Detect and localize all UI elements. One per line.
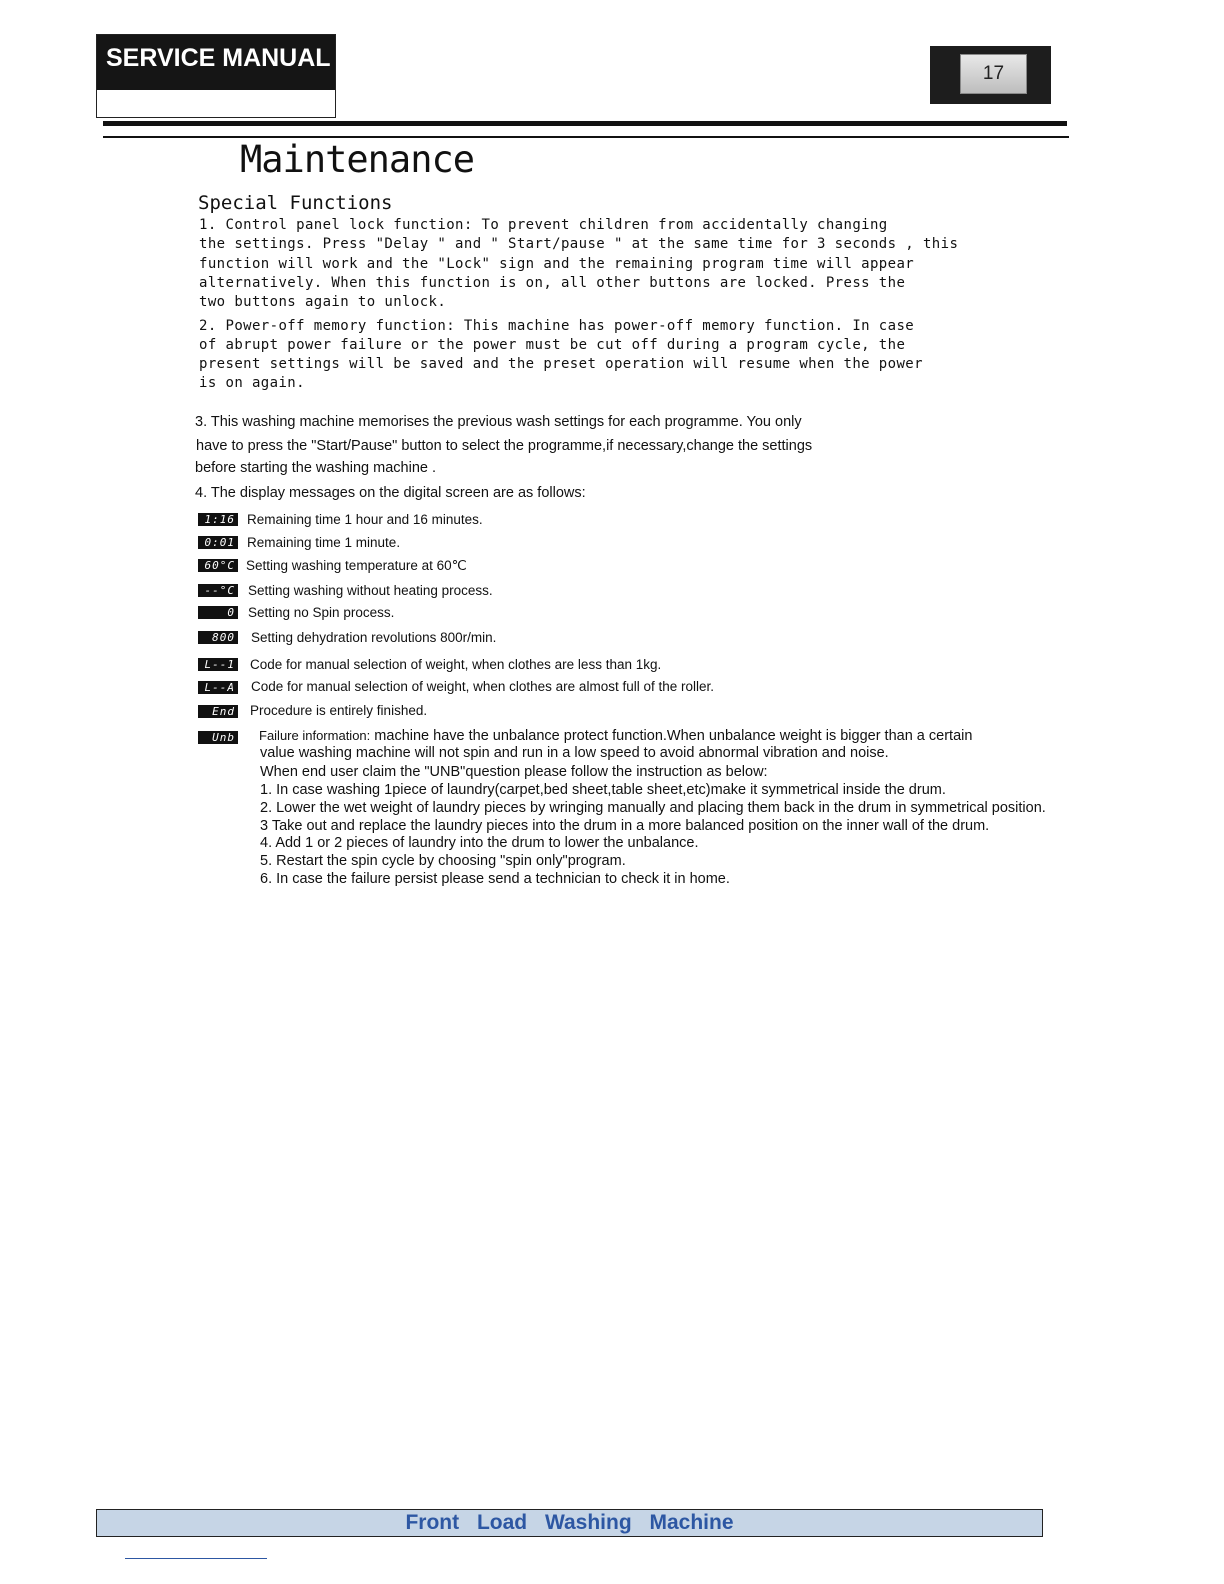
display-code-badge: 1:16 <box>198 513 238 526</box>
failure-step: 2. Lower the wet weight of laundry pieces by wringing manually and placing them back in the drum in symmetrical position. <box>260 800 1046 816</box>
display-code-text: Remaining time 1 hour and 16 minutes. <box>247 512 483 527</box>
failure-line-1 <box>259 728 972 744</box>
section3-line: before starting the washing machine . <box>195 460 436 476</box>
display-code-badge: 0 <box>198 606 238 619</box>
display-code-badge: Unb <box>198 731 238 744</box>
section2-line: present settings will be saved and the preset operation will resume when the power <box>199 356 923 372</box>
failure-text-2: value washing machine will not spin and run in a low speed to avoid abnormal vibration and noise. <box>260 745 889 761</box>
header-title: SERVICE MANUAL <box>106 44 331 72</box>
page-number: 17 <box>960 54 1027 94</box>
display-code-text: Remaining time 1 minute. <box>247 535 401 550</box>
footer-underline <box>125 1558 267 1559</box>
section1-line: function will work and the "Lock" sign and the remaining program time will appear <box>199 256 915 272</box>
section2-line: is on again. <box>199 375 305 391</box>
failure-step: 1. In case washing 1piece of laundry(carpet,bed sheet,table sheet,etc)make it symmetrical inside the drum. <box>260 782 946 798</box>
display-code-badge: --°C <box>198 584 238 597</box>
footer-bar <box>96 1509 1043 1537</box>
failure-step: 6. In case the failure persist please send a technician to check it in home. <box>260 871 730 887</box>
section1-line: 1. Control panel lock function: To prevent children from accidentally changing <box>199 217 888 233</box>
section1-line: two buttons again to unlock. <box>199 294 447 310</box>
display-code-text: Code for manual selection of weight, when clothes are less than 1kg. <box>250 657 662 672</box>
display-code-badge: 800 <box>198 631 238 644</box>
section4-intro: 4. The display messages on the digital screen are as follows: <box>195 485 586 501</box>
display-code-badge: 0:01 <box>198 536 238 549</box>
display-code-text: Setting washing without heating process. <box>248 583 493 598</box>
display-code-text: Setting washing temperature at 60℃ <box>246 558 467 573</box>
failure-label: Failure information: <box>259 728 371 743</box>
page-title: Maintenance <box>240 138 475 181</box>
section1-line: alternatively. When this function is on, all other buttons are locked. Press the <box>199 275 906 291</box>
display-code-text: Setting no Spin process. <box>248 605 395 620</box>
section3-line: 3. This washing machine memorises the previous wash settings for each programme. You only <box>195 414 802 430</box>
failure-text-3: When end user claim the "UNB"question please follow the instruction as below: <box>260 764 768 780</box>
display-code-text: Setting dehydration revolutions 800r/min. <box>251 630 497 645</box>
section2-line: 2. Power-off memory function: This machine has power-off memory function. In case <box>199 318 915 334</box>
footer-title: Front Load Washing Machine <box>405 1511 734 1534</box>
section-heading: Special Functions <box>198 192 393 214</box>
display-code-badge: L--A <box>198 681 238 694</box>
section2-line: of abrupt power failure or the power must be cut off during a program cycle, the <box>199 337 906 353</box>
display-code-text: Code for manual selection of weight, when clothes are almost full of the roller. <box>251 679 714 694</box>
failure-text-1: machine have the unbalance protect function.When unbalance weight is bigger than a certain <box>370 728 973 744</box>
failure-step: 4. Add 1 or 2 pieces of laundry into the drum to lower the unbalance. <box>260 835 699 851</box>
header-rule-thick <box>103 121 1067 126</box>
display-code-badge: 60°C <box>198 559 238 572</box>
failure-step: 3 Take out and replace the laundry pieces into the drum in a more balanced position on the inner wall of the drum. <box>260 818 990 834</box>
section1-line: the settings. Press "Delay " and " Start/pause " at the same time for 3 seconds , this <box>199 236 959 252</box>
display-code-badge: L--1 <box>198 658 238 671</box>
display-code-text: Procedure is entirely finished. <box>250 703 428 718</box>
section3-line: have to press the "Start/Pause" button to select the programme,if necessary,change the settings <box>196 438 813 454</box>
display-code-badge: End <box>198 705 238 718</box>
failure-step: 5. Restart the spin cycle by choosing "spin only"program. <box>260 853 626 869</box>
